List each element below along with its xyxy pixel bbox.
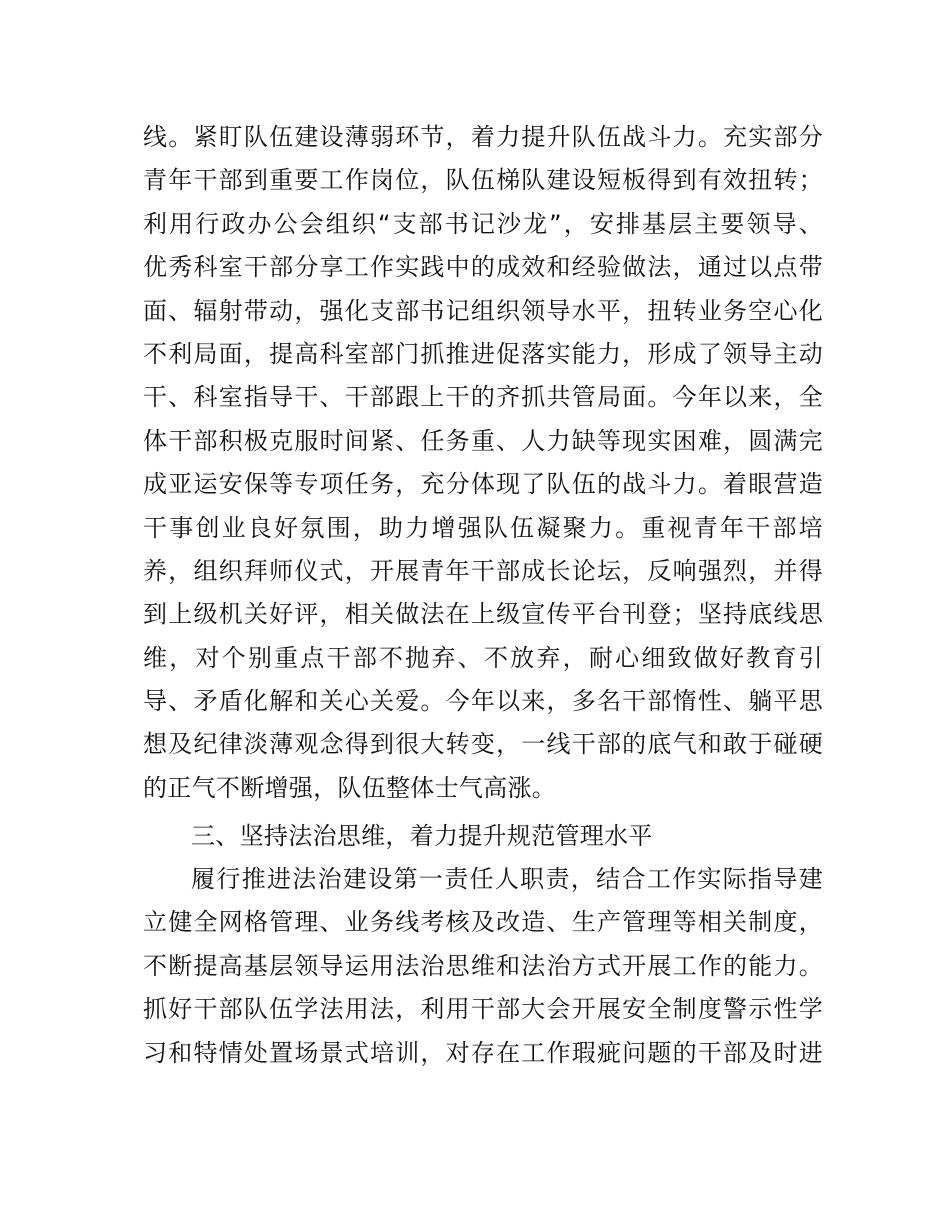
text-line: 导、矛盾化解和关心关爱。今年以来，多名干部惰性、躺平思 bbox=[143, 687, 823, 716]
text-line: 干、科室指导干、干部跟上干的齐抓共管局面。今年以来，全 bbox=[143, 383, 823, 412]
text-line: 习和特情处置场景式培训，对存在工作瑕疵问题的干部及时进 bbox=[143, 1038, 823, 1067]
body-paragraph-team-building bbox=[143, 116, 823, 810]
text-line: 利用行政办公会组织“支部书记沙龙”，安排基层主要领导、 bbox=[143, 209, 823, 238]
text-line: 抓好干部队伍学法用法，利用干部大会开展安全制度警示性学 bbox=[143, 995, 823, 1024]
text-line: 维，对个别重点干部不抛弃、不放弃，耐心细致做好教育引 bbox=[143, 643, 823, 672]
text-line: 立健全网格管理、业务线考核及改造、生产管理等相关制度， bbox=[143, 908, 823, 937]
text-line: 的正气不断增强，队伍整体士气高涨。 bbox=[143, 773, 557, 802]
text-line: 线。紧盯队伍建设薄弱环节，着力提升队伍战斗力。充实部分 bbox=[143, 123, 823, 151]
section-heading-line: 三、坚持法治思维，着力提升规范管理水平 bbox=[191, 822, 653, 850]
body-paragraph-rule-of-law bbox=[143, 858, 823, 1075]
text-line: 养，组织拜师仪式，开展青年干部成长论坛，反响强烈，并得 bbox=[143, 556, 823, 585]
text-line: 成亚运安保等专项任务，充分体现了队伍的战斗力。着眼营造 bbox=[143, 470, 823, 499]
text-line: 履行推进法治建设第一责任人职责，结合工作实际指导建 bbox=[191, 865, 823, 893]
section-heading-rule-of-law bbox=[143, 815, 823, 858]
text-line: 干事创业良好氛围，助力增强队伍凝聚力。重视青年干部培 bbox=[143, 513, 823, 542]
text-line: 到上级机关好评，相关做法在上级宣传平台刊登；坚持底线思 bbox=[143, 600, 823, 629]
text-line: 面、辐射带动，强化支部书记组织领导水平，扭转业务空心化 bbox=[143, 296, 823, 325]
text-line: 体干部积极克服时间紧、任务重、人力缺等现实困难，圆满完 bbox=[143, 426, 823, 455]
text-line: 优秀科室干部分享工作实践中的成效和经验做法，通过以点带 bbox=[143, 253, 823, 282]
text-line: 不断提高基层领导运用法治思维和法治方式开展工作的能力。 bbox=[143, 951, 823, 980]
text-line: 想及纪律淡薄观念得到很大转变，一线干部的底气和敢于碰硬 bbox=[143, 730, 823, 759]
text-line: 青年干部到重要工作岗位，队伍梯队建设短板得到有效扭转； bbox=[143, 166, 823, 195]
text-line: 不利局面，提高科室部门抓推进促落实能力，形成了领导主动 bbox=[143, 339, 823, 368]
